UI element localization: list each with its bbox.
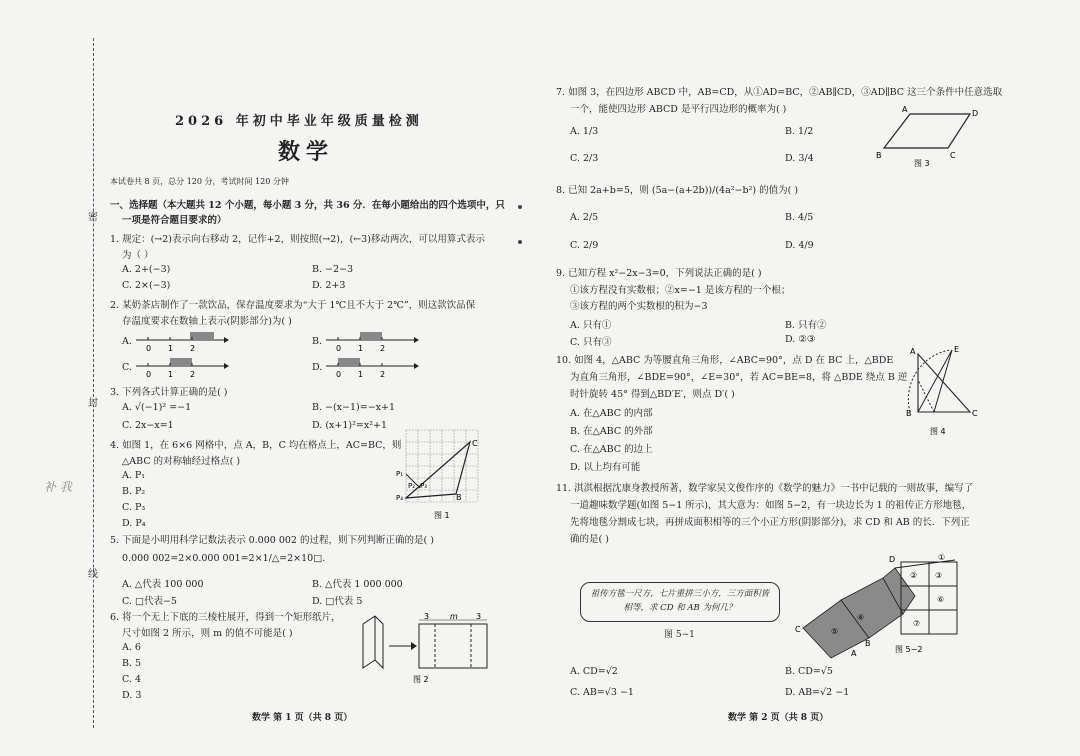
svg-text:1: 1 (358, 370, 364, 379)
exam-note: 本试卷共 8 页，总分 120 分，考试时间 120 分钟 (110, 177, 289, 186)
svg-text:P₁: P₁ (396, 470, 404, 478)
q5-option-b: B. △代表 1 000 000 (312, 579, 403, 590)
q8-option-a: A. 2/5 (570, 212, 599, 223)
q3-option-d: D. (x+1)²=x²+1 (312, 420, 388, 431)
q3-stem: 3. 下列各式计算正确的是( ) (110, 387, 228, 398)
q10-stem-3: 时针旋转 45° 得到△BD′E′，则点 D′( ) (570, 389, 735, 400)
gutter-mi: 密 (88, 212, 98, 223)
q8-option-d: D. 4/9 (785, 240, 814, 251)
q3-option-b: B. −(x−1)=−x+1 (312, 402, 396, 413)
q6-stem-2: 尺寸如图 2 所示，则 m 的值不可能是( ) (122, 628, 293, 639)
svg-text:2: 2 (380, 344, 386, 353)
figure-1-grid (396, 428, 492, 524)
q7-option-c: C. 2/3 (570, 153, 599, 164)
q9-statement-2: ③该方程的两个实数根的积为−3 (570, 301, 708, 312)
svg-text:3: 3 (476, 612, 482, 621)
svg-text:P₃: P₃ (420, 482, 428, 490)
q11-stem: 11. 淇淇根据沈康身教授所著，数学家吴文俊作序的《数学的魅力》一书中记载的一则故事，编写了 (556, 483, 974, 494)
q9-stem: 9. 已知方程 x²−2x−3=0，下列说法正确的是( ) (556, 268, 762, 279)
svg-text:2: 2 (190, 370, 196, 379)
q6-stem: 6. 将一个无上下底的三棱柱展开，得到一个矩形纸片， (110, 612, 341, 623)
svg-text:B: B (876, 151, 882, 160)
q7-stem-2: 一个，能使四边形 ABCD 是平行四边形的概率为( ) (570, 104, 787, 115)
svg-text:D: D (972, 109, 979, 118)
svg-text:图 4: 图 4 (930, 427, 946, 436)
gutter-scribble: 补 我 (44, 480, 72, 494)
svg-text:②: ② (910, 571, 918, 580)
q11-option-d: D. AB=√2 −1 (785, 687, 850, 698)
svg-text:⑦: ⑦ (913, 619, 921, 628)
q2-option-c: C. (122, 362, 132, 373)
svg-text:③: ③ (935, 571, 943, 580)
q3-option-c: C. 2x−x=1 (122, 420, 174, 431)
svg-text:P₂: P₂ (408, 482, 416, 490)
q7-option-b: B. 1/2 (785, 126, 814, 137)
svg-text:P₄: P₄ (396, 494, 404, 502)
svg-text:C: C (972, 409, 978, 418)
q2-numberline-d (324, 352, 419, 380)
figure-4 (890, 340, 985, 440)
q7-option-d: D. 3/4 (785, 153, 814, 164)
svg-text:2: 2 (380, 370, 386, 379)
q11-stem-4: 确的是( ) (570, 534, 609, 545)
q8-option-c: C. 2/9 (570, 240, 599, 251)
svg-text:D: D (889, 555, 896, 564)
svg-text:2: 2 (190, 344, 196, 353)
q1-stem: 1. 规定：(→2)表示向右移动 2，记作+2，则按照(→2)，(←3)移动两次，可以用算式表示 (110, 234, 485, 245)
svg-text:0: 0 (336, 370, 342, 379)
figure-5-1-caption: 图 5−1 (664, 630, 695, 640)
q9-option-c: C. 只有③ (570, 337, 612, 348)
punch-hole (518, 240, 522, 244)
q7-option-a: A. 1/3 (570, 126, 599, 137)
q9-statement-1: ①该方程没有实数根；②x=−1 是该方程的一个根； (570, 285, 791, 296)
q2-option-a: A. (122, 336, 132, 347)
svg-text:C: C (950, 151, 956, 160)
svg-text:B: B (865, 639, 871, 648)
section-heading: 一、选择题（本大题共 12 个小题，每小题 3 分，共 36 分．在每小题给出的四个选项中，只 (110, 200, 505, 211)
gutter-xian: 线 (88, 569, 98, 580)
q6-option-b: B. 5 (122, 658, 142, 669)
q8-stem: 8. 已知 2a+b=5，则 (5a−(a+2b))/(4a²−b²) 的值为( ) (556, 185, 799, 196)
svg-text:⑤: ⑤ (831, 627, 839, 636)
q4-stem-2: △ABC 的对称轴经过格点( ) (122, 456, 241, 467)
q1-stem-2: 为（ ） (122, 250, 154, 261)
svg-text:图 1: 图 1 (434, 511, 450, 520)
q2-option-b: B. (312, 336, 323, 347)
svg-text:E: E (954, 345, 960, 354)
svg-text:图 5−2: 图 5−2 (895, 645, 923, 654)
q1-option-b: B. −2−3 (312, 264, 354, 275)
q6-option-d: D. 3 (122, 690, 142, 701)
q2-numberline-b (324, 326, 419, 354)
svg-text:A: A (851, 649, 857, 658)
q2-stem-2: 存温度要求在数轴上表示(阴影部分)为( ) (122, 316, 292, 327)
exam-subject: 数学 (278, 139, 335, 165)
q5-stem: 5. 下面是小明用科学记数法表示 0.000 002 的过程，则下列判断正确的是( ) (110, 535, 434, 546)
q2-numberline-a (134, 326, 229, 354)
q2-stem: 2. 某奶茶店制作了一款饮品，保存温度要求为“大于 1℃且不大于 2℃”，则这款饮品保 (110, 300, 476, 311)
q8-option-b: B. 4/5 (785, 212, 814, 223)
q11-stem-3: 先将地毯分割成七块，再拼成面积相等的三个小正方形(阴影部分)，求 CD 和 AB 的长．下列正 (570, 517, 970, 528)
q2-option-d: D. (312, 362, 323, 373)
q5-option-d: D. □代表 5 (312, 596, 363, 607)
q9-option-a: A. 只有① (570, 320, 612, 331)
svg-text:0: 0 (146, 344, 152, 353)
svg-text:⑥: ⑥ (937, 595, 945, 604)
svg-text:1: 1 (358, 344, 364, 353)
q11-option-a: A. CD=√2 (570, 666, 618, 677)
q10-stem-2: 为直角三角形，∠BDE=90°，∠E=30°，若 AC=BE=8，将 △BDE 绕点 B 逆 (570, 372, 908, 383)
svg-text:1: 1 (168, 370, 174, 379)
figure-2 (355, 612, 495, 687)
svg-text:④: ④ (857, 613, 865, 622)
q1-option-a: A. 2+(−3) (122, 264, 171, 275)
section-heading-2: 一项是符合题目要求的） (122, 215, 227, 226)
figure-3 (870, 100, 985, 172)
figure-5-2 (795, 548, 965, 660)
q10-option-a: A. 在△ABC 的内部 (570, 408, 653, 419)
svg-text:A: A (910, 347, 916, 356)
q5-option-c: C. □代表−5 (122, 596, 177, 607)
q1-option-d: D. 2+3 (312, 280, 346, 291)
q2-numberline-c (134, 352, 229, 380)
q6-option-a: A. 6 (122, 642, 141, 653)
q5-formula: 0.000 002=2×0.000 001=2×1/△=2×10□. (122, 553, 326, 564)
q4-option-c: C. P₃ (122, 502, 146, 513)
exam-title: 2026 年初中毕业年级质量检测 (175, 114, 423, 129)
q1-option-c: C. 2×(−3) (122, 280, 171, 291)
q4-option-d: D. P₄ (122, 518, 146, 529)
svg-text:A: A (902, 105, 908, 114)
q3-option-a: A. √(−1)² =−1 (122, 402, 192, 413)
q11-poem-bubble: 祖传方毯一尺方，七片重拼三小方，三方面积皆相等，求 CD 和 AB 为何几？ (580, 582, 780, 622)
svg-text:C: C (795, 625, 801, 634)
q11-stem-2: 一道趣味数学题(如图 5−1 所示)，其大意为：如图 5−2，有一块边长为 1 的祖传正方形地毯， (570, 500, 972, 511)
q4-option-a: A. P₁ (122, 470, 146, 481)
q9-option-b: B. 只有② (785, 320, 827, 331)
q11-option-b: B. CD=√5 (785, 666, 833, 677)
q9-option-d: D. ②③ (785, 334, 816, 345)
q6-option-c: C. 4 (122, 674, 142, 685)
gutter-feng: 封 (88, 398, 98, 409)
svg-text:B: B (456, 493, 462, 502)
q5-option-a: A. △代表 100 000 (122, 579, 204, 590)
q10-option-b: B. 在△ABC 的外部 (570, 426, 653, 437)
q10-option-d: D. 以上均有可能 (570, 462, 641, 473)
q10-option-c: C. 在△ABC 的边上 (570, 444, 653, 455)
svg-text:0: 0 (336, 344, 342, 353)
svg-text:m: m (450, 612, 458, 621)
svg-text:图 2: 图 2 (413, 675, 429, 684)
svg-text:3: 3 (424, 612, 430, 621)
page-footer-2: 数学 第 2 页（共 8 页） (728, 713, 829, 723)
page-footer-1: 数学 第 1 页（共 8 页） (252, 713, 353, 723)
binding-line (93, 38, 94, 728)
q7-stem: 7. 如图 3，在四边形 ABCD 中，AB=CD，从①AD=BC，②AB∥CD，③AD∥BC 这三个条件中任意选取 (556, 87, 1003, 98)
q4-stem: 4. 如图 1，在 6×6 网格中，点 A，B，C 均在格点上，AC=BC，则 (110, 440, 402, 451)
svg-text:图 3: 图 3 (914, 159, 930, 168)
svg-text:C: C (472, 439, 478, 448)
q11-option-c: C. AB=√3 −1 (570, 687, 634, 698)
svg-text:B: B (906, 409, 912, 418)
svg-text:1: 1 (168, 344, 174, 353)
q4-option-b: B. P₂ (122, 486, 146, 497)
svg-text:0: 0 (146, 370, 152, 379)
svg-text:①: ① (938, 553, 946, 562)
q10-stem: 10. 如图 4，△ABC 为等腰直角三角形，∠ABC=90°，点 D 在 BC 上，△BDE (556, 355, 894, 366)
punch-hole (518, 205, 522, 209)
